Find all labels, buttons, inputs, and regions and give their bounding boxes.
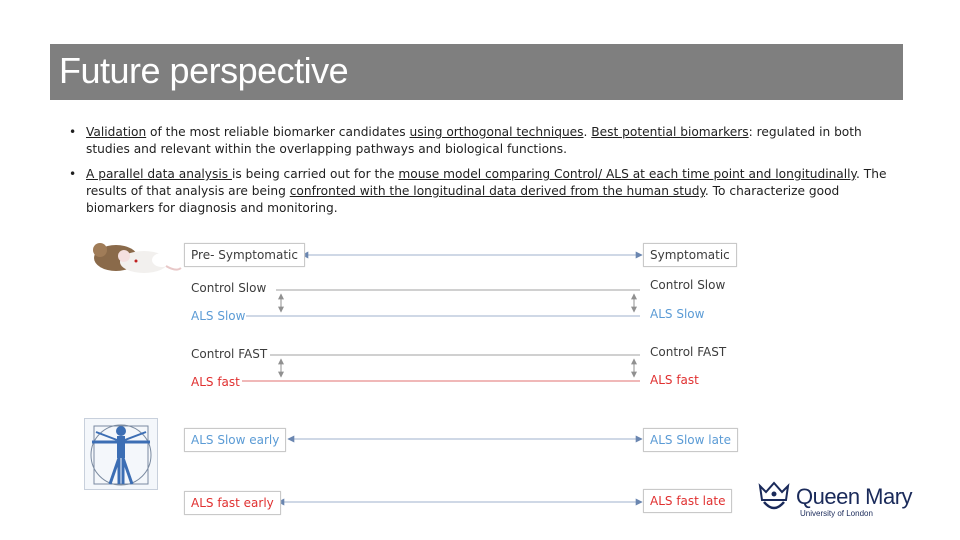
als-fast-early-box: ALS fast early [184,491,281,515]
control-fast-label-left: Control FAST [191,347,268,361]
bullet-marker: • [69,167,77,181]
text-run: confronted with the longitudinal data derived from the human study [289,184,705,198]
text-run: of the most reliable biomarker candidates [146,125,410,139]
als-fast-label-right: ALS fast [650,373,699,387]
text-run: Best potential biomarkers [591,125,749,139]
text-run: is being carried out for the [231,167,399,181]
control-slow-label-right: Control Slow [650,278,726,292]
text-run: using orthogonal techniques [409,125,584,139]
text-run: Validation [86,125,147,139]
als-slow-late-box: ALS Slow late [643,428,738,452]
logo-subtitle: University of London [800,509,873,518]
text-run: . To characterize good biomarkers for diagnosis and monitoring. [86,184,840,215]
text-run: . [583,125,592,139]
crest-icon [756,480,792,516]
text-run: mouse model comparing Control/ ALS at each time point and longitudinally [398,167,857,181]
als-slow-label-left: ALS Slow [191,309,246,323]
slide-title: Future perspective [59,50,349,91]
bullet-marker: • [69,125,77,139]
logo-name: Queen Mary [796,484,913,509]
als-slow-label-right: ALS Slow [650,307,705,321]
pre-symptomatic-box: Pre- Symptomatic [184,243,305,267]
control-slow-label-left: Control Slow [191,281,267,295]
symptomatic-box: Symptomatic [643,243,737,267]
text-run: : regulated in both studies and relevant within the overlapping pathways and biological functions. [86,125,862,156]
control-fast-label-right: Control FAST [650,345,727,359]
text-run: A parallel data analysis [86,167,232,181]
als-slow-early-box: ALS Slow early [184,428,286,452]
text-run: . The results of that analysis are being [86,167,887,198]
als-fast-label-left: ALS fast [191,375,240,389]
als-fast-late-box: ALS fast late [643,489,732,513]
